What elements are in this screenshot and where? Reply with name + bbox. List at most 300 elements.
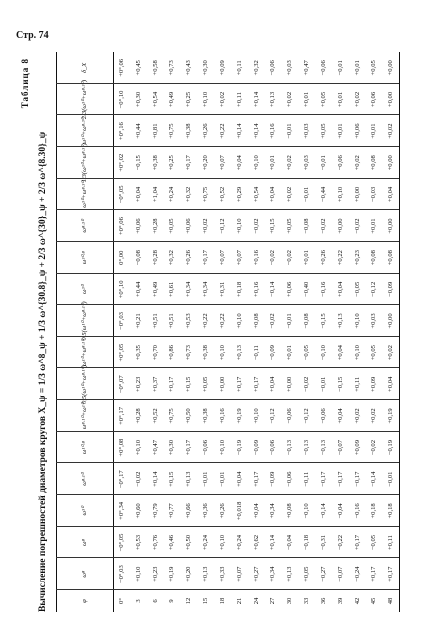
value-cell: +0,18 (370, 503, 378, 519)
value-cell: +0,08 (252, 313, 260, 329)
column-header-c9: 0,5(ω¹⁰+ω⁸·¹⁰) (56, 305, 114, 337)
angle-cell: 0° (118, 598, 125, 604)
value-cell: −0,44 (319, 186, 327, 203)
value-cell: +0,02 (286, 91, 294, 108)
value-cell: +0,07 (218, 155, 226, 171)
value-cell: +0,17 (252, 376, 260, 392)
value-cell: −0,06 (269, 60, 277, 76)
value-cell: +0,22 (336, 250, 344, 266)
value-cell: −0,24 (353, 566, 361, 582)
angle-cell: 12 (185, 597, 193, 605)
value-cell: −0,10 (319, 345, 327, 361)
value-cell: +0,38 (202, 408, 210, 424)
value-cell: +0,04 (269, 376, 277, 392)
value-cell: +0,76 (151, 534, 159, 551)
value-cell: +0,13 (185, 471, 193, 487)
value-cell: +0,47 (303, 60, 311, 76)
value-cell: −0,01 (319, 155, 327, 171)
angle-cell: 3 (134, 599, 142, 603)
value-cell: +0,51 (168, 313, 176, 329)
value-cell: −0,02 (319, 218, 327, 234)
value-cell: −0,16 (353, 503, 361, 519)
table-row (198, 52, 215, 612)
value-cell: +0,10 (353, 345, 361, 361)
column-header-c12: ω⁸·³⁰ (56, 210, 114, 242)
value-cell: +0,24 (235, 534, 243, 551)
value-cell: −0,09 (252, 439, 260, 456)
value-cell: −0,02 (269, 250, 277, 266)
angle-cell: 15 (202, 597, 210, 605)
value-cell: −0,11 (252, 345, 260, 361)
value-cell: −0,06 (286, 471, 294, 487)
table-row (366, 52, 383, 612)
value-cell: +0,23 (353, 250, 361, 266)
value-cell: −0,08 (303, 218, 311, 234)
value-cell: −0,06 (319, 60, 327, 76)
value-cell: +0,32 (168, 250, 176, 266)
table-row (316, 52, 333, 612)
value-cell: +0,17 (387, 566, 395, 582)
value-cell: −0,13 (303, 439, 311, 456)
value-cell: −0,17 (353, 471, 361, 487)
value-cell: +0,05 (319, 123, 327, 139)
table-row (333, 52, 350, 612)
value-cell: +0,05 (303, 566, 311, 582)
column-header-c10: ω³⁰ (56, 274, 114, 306)
table-row (299, 52, 316, 612)
value-cell: +0,38 (151, 155, 159, 171)
value-cell: +0,32 (252, 60, 260, 76)
value-cell: +0,25 (185, 91, 193, 108)
value-cell: +0,81 (151, 123, 159, 139)
value-cell: +0,00 (387, 218, 395, 234)
angle-cell: 42 (353, 597, 361, 605)
value-cell: +0,44 (134, 123, 142, 139)
value-cell: −0,12 (303, 408, 311, 424)
value-cell: +0,14 (269, 534, 277, 551)
value-cell: +0,30 (134, 91, 142, 108)
value-cell: +0,15 (168, 471, 176, 487)
value-cell: +0,23 (134, 376, 142, 392)
value-cell: +0,05 (370, 60, 378, 76)
value-cell: +0,11 (387, 535, 395, 551)
value-cell: −0,13 (319, 439, 327, 456)
value-cell: +0,16 (269, 123, 277, 139)
table-row (350, 52, 367, 612)
value-cell: +0,26 (185, 250, 193, 266)
angle-cell: 27 (269, 597, 277, 605)
value-cell: +0,10 (252, 408, 260, 424)
value-cell: +0,10 (218, 534, 226, 551)
value-cell: −0,01 (303, 186, 311, 203)
value-cell: +0,13 (286, 566, 294, 582)
value-cell: +0,05 (286, 218, 294, 234)
value-cell: +0,19 (387, 408, 395, 424)
column-header-c5: ω¹⁰·⁸ (56, 432, 114, 464)
value-cell: +0,04 (235, 471, 243, 487)
value-cell: +0,20 (202, 155, 210, 171)
value-cell: −0,02 (286, 250, 294, 266)
value-cell: +0,02 (286, 155, 294, 171)
value-cell: +0,17 (185, 155, 193, 171)
angle-cell: 36 (319, 597, 327, 605)
value-cell: −0°,07 (118, 375, 125, 394)
table-row (164, 52, 181, 612)
value-cell: −0,13 (286, 439, 294, 456)
value-cell: +0,04 (269, 186, 277, 203)
value-cell: +0°,34 (118, 501, 125, 520)
value-cell: −0,06 (319, 408, 327, 424)
value-cell: +0,24 (168, 186, 176, 203)
value-cell: +0,17 (252, 471, 260, 487)
value-cell: +0,00 (286, 376, 294, 392)
value-cell: +0,04 (336, 408, 344, 424)
value-cell: +0,86 (168, 345, 176, 361)
value-cell: +0,01 (336, 91, 344, 108)
value-cell: +0,26 (202, 123, 210, 139)
value-cell: +0,61 (168, 281, 176, 297)
value-cell: +0,20 (185, 566, 193, 582)
table-row (181, 52, 198, 612)
value-cell: −0,01 (336, 60, 344, 76)
value-cell: +0,46 (168, 534, 176, 551)
value-cell: +0,28 (151, 218, 159, 234)
value-cell: −0°,05 (118, 533, 125, 552)
value-cell: −0,03 (370, 186, 378, 203)
value-cell: +0,50 (185, 534, 193, 551)
table-row (114, 52, 131, 612)
value-cell: +0,05 (168, 218, 176, 234)
value-cell: +0,23 (151, 566, 159, 582)
value-cell: +0,01 (269, 155, 277, 171)
value-cell: +0,24 (202, 534, 210, 551)
value-cell: +0,10 (336, 186, 344, 203)
value-cell: +0,14 (252, 123, 260, 139)
column-header-c4: ω⁸·¹⁰ (56, 463, 114, 495)
value-cell: −0,15 (134, 155, 142, 171)
value-cell: −0,19 (387, 439, 395, 456)
value-cell: +0°,02 (118, 153, 125, 172)
table-row (232, 52, 249, 612)
value-cell: −0,02 (303, 376, 311, 392)
column-header-c8: ω¹⁰+ω⁸·¹⁰ (56, 337, 114, 369)
value-cell: +0,09 (370, 376, 378, 392)
value-cell: +0,25 (168, 155, 176, 171)
value-cell: +0,34 (185, 281, 193, 297)
value-cell: −0°,10 (118, 90, 125, 109)
value-cell: +0,10 (235, 218, 243, 234)
value-cell: +0,07 (235, 250, 243, 266)
value-cell: −0,05 (303, 345, 311, 361)
value-cell: +0,07 (218, 250, 226, 266)
value-cell: −0,02 (134, 471, 142, 487)
value-cell: +0,51 (151, 313, 159, 329)
value-cell: −0,16 (319, 281, 327, 297)
value-cell: +1,04 (151, 186, 159, 203)
value-cell: −0,06 (286, 408, 294, 424)
value-cell: +0,54 (151, 91, 159, 108)
column-header-c1: ω⁸ (56, 558, 114, 590)
value-cell: +0,06 (353, 123, 361, 139)
value-cell: +0,62 (252, 534, 260, 551)
value-cell: +0,22 (202, 313, 210, 329)
value-cell: +0,04 (252, 503, 260, 519)
value-cell: +0,49 (151, 281, 159, 297)
value-cell: +0,02 (353, 155, 361, 171)
value-cell: +0,00 (218, 376, 226, 392)
value-cell: −0,17 (336, 471, 344, 487)
value-cell: −0,09 (269, 471, 277, 487)
value-cell: +0,10 (134, 566, 142, 582)
value-cell: +0°,06 (118, 58, 125, 77)
value-cell: −0,15 (336, 376, 344, 392)
value-cell: +0,16 (252, 281, 260, 297)
value-cell: −0,14 (370, 471, 378, 487)
value-cell: +0,10 (252, 155, 260, 171)
value-cell: +0,04 (336, 345, 344, 361)
value-cell: +0,03 (303, 155, 311, 171)
value-cell: +0,11 (353, 376, 361, 392)
value-cell: −0,15 (319, 313, 327, 329)
value-cell: −0,01 (202, 471, 210, 487)
value-cell: −0,05 (353, 281, 361, 297)
value-cell: +0,66 (185, 503, 193, 519)
angle-cell: 6 (151, 599, 159, 603)
value-cell: +0,09 (353, 439, 361, 456)
value-cell: +0,32 (185, 186, 193, 203)
value-cell: −0,01 (218, 471, 226, 487)
value-cell: +0,47 (151, 439, 159, 456)
value-cell: +0,00 (387, 60, 395, 76)
angle-cell: 39 (336, 597, 344, 605)
column-header-c7: 0,5(ω¹⁰+ω⁸·¹⁰) (56, 368, 114, 400)
value-cell: +0,36 (202, 503, 210, 519)
column-header-c3: ω³⁰ (56, 495, 114, 527)
page-label: Стр. 74 (16, 30, 49, 41)
value-cell: +0,43 (185, 60, 193, 76)
value-cell: −0,40 (303, 281, 311, 297)
value-cell: +0,34 (202, 281, 210, 297)
value-cell: −0,01 (387, 471, 395, 487)
column-header-c17: δ_X (56, 52, 114, 84)
value-cell: +0,18 (387, 503, 395, 519)
value-cell: +0,06 (370, 91, 378, 108)
value-cell: +0,03 (286, 60, 294, 76)
angle-cell: 30 (286, 597, 294, 605)
angle-cell: 45 (370, 597, 378, 605)
value-cell: 0°,00 (118, 250, 125, 265)
value-cell: +0,16 (252, 250, 260, 266)
value-cell: −0,06 (202, 439, 210, 456)
value-cell: −0°,05 (118, 185, 125, 204)
value-cell: +0,01 (286, 345, 294, 361)
value-cell: +0,49 (168, 91, 176, 108)
angle-cell: 18 (218, 597, 226, 605)
table-row (148, 52, 165, 612)
value-cell: +0,26 (218, 503, 226, 519)
value-cell: −0,01 (286, 123, 294, 139)
angle-cell: 21 (235, 597, 243, 605)
value-cell: +0,52 (151, 408, 159, 424)
data-table (56, 52, 400, 612)
value-cell: +0,08 (370, 250, 378, 266)
value-cell: +0,53 (134, 534, 142, 551)
value-cell: −0,08 (134, 250, 142, 266)
value-cell: +0,16 (218, 408, 226, 424)
value-cell: +0,01 (370, 218, 378, 234)
value-cell: +0°,08 (118, 438, 125, 457)
value-cell: −0,07 (336, 566, 344, 582)
table-row (265, 52, 282, 612)
value-cell: +0,02 (218, 91, 226, 108)
column-header-c2: ω⁸ (56, 527, 114, 559)
value-cell: +0,02 (202, 218, 210, 234)
value-cell: +0,58 (151, 60, 159, 76)
value-cell: −0,06 (269, 439, 277, 456)
angle-cell: 9 (168, 599, 176, 603)
column-header-c11: ω³⁰·⁸ (56, 242, 114, 274)
table-heading: Вычисление погрешностей диаметров кругов X_ψ = 1/3 ω^8_ψ + 1/3 ω^{30.8}_ψ + 2/3 ω^{30}_ψ + 2/3 ω^{8.30}_ψ (38, 131, 48, 612)
value-cell: +0,75 (168, 123, 176, 139)
column-header-c13: ω³⁰+ω⁸·³⁰ (56, 179, 114, 211)
value-cell: +0,10 (353, 313, 361, 329)
value-cell: −0,11 (303, 471, 311, 487)
value-cell: +0,08 (286, 503, 294, 519)
value-cell: +0,06 (185, 218, 193, 234)
value-cell: +0,02 (387, 345, 395, 361)
value-cell: +0,10 (202, 91, 210, 108)
value-cell: +0,03 (303, 123, 311, 139)
value-cell: +0°,10 (118, 280, 125, 299)
value-cell: +0,14 (151, 471, 159, 487)
value-cell: −0°,03 (118, 312, 125, 330)
value-cell: +0,70 (151, 345, 159, 361)
value-cell: −0,12 (269, 408, 277, 424)
value-cell: +0,22 (218, 313, 226, 329)
value-cell: +0,04 (387, 376, 395, 392)
value-cell: −0,12 (218, 218, 226, 234)
value-cell: +0,02 (387, 123, 395, 139)
value-cell: +0,02 (286, 186, 294, 203)
value-cell: −0,01 (319, 376, 327, 392)
value-cell: +0,01 (303, 91, 311, 108)
value-cell: +0,01 (303, 250, 311, 266)
value-cell: +0,08 (387, 250, 395, 266)
value-cell: +0,37 (151, 376, 159, 392)
table-row (383, 52, 400, 612)
value-cell: +0,00 (336, 218, 344, 234)
value-cell: −0,14 (319, 503, 327, 519)
value-cell: −0,09 (387, 281, 395, 297)
value-cell: −0,04 (336, 503, 344, 519)
value-cell: +0,11 (235, 91, 243, 107)
value-cell: +0,19 (168, 566, 176, 582)
value-cell: −0,05 (370, 534, 378, 551)
value-cell: +0,29 (235, 186, 243, 203)
value-cell: +0,10 (218, 345, 226, 361)
table-bottom-border (399, 52, 400, 612)
value-cell: −0,02 (252, 218, 260, 234)
value-cell: −0,14 (269, 281, 277, 297)
value-cell: −0,01 (286, 313, 294, 329)
value-cell: +0,13 (336, 313, 344, 329)
value-cell: +0,15 (269, 218, 277, 234)
value-cell: +0°,05 (118, 343, 125, 362)
value-cell: +0,73 (168, 60, 176, 76)
value-cell: +0,28 (151, 250, 159, 266)
value-cell: +0,15 (185, 376, 193, 392)
value-cell: +0,17 (370, 566, 378, 582)
value-cell: +0,17 (168, 376, 176, 392)
value-cell: +0,54 (252, 186, 260, 203)
value-cell: +0,79 (151, 503, 159, 519)
value-cell: +0,03 (370, 313, 378, 329)
value-cell: +0,19 (235, 408, 243, 424)
value-cell: +0,30 (168, 439, 176, 456)
value-cell: +0,34 (269, 503, 277, 519)
value-cell: +0,06 (134, 218, 142, 234)
value-cell: +0,17 (185, 439, 193, 456)
column-header-c14: 1/3(ω³⁰+ω⁸·³⁰) (56, 147, 114, 179)
value-cell: +0,14 (235, 123, 243, 139)
value-cell: +0,06 (286, 281, 294, 297)
value-cell: +0,31 (218, 281, 226, 297)
value-cell: −0,02 (269, 313, 277, 329)
value-cell: +0,13 (235, 345, 243, 361)
value-cell: −0,02 (353, 218, 361, 234)
value-cell: +0,10 (218, 439, 226, 456)
value-cell: +0,05 (370, 345, 378, 361)
value-cell: +0,60 (134, 503, 142, 519)
value-cell: +0°,06 (118, 217, 125, 236)
value-cell: +0,00 (387, 155, 395, 171)
value-cell: +0°,17 (118, 407, 125, 425)
value-cell: +0,02 (353, 91, 361, 108)
value-cell: +0,00 (353, 186, 361, 203)
value-cell: +0,05 (202, 376, 210, 392)
value-cell: +0,30 (202, 60, 210, 76)
value-cell: +0,22 (218, 123, 226, 139)
value-cell: +0,05 (319, 91, 327, 108)
value-cell: +0,02 (370, 408, 378, 424)
value-cell: +0,75 (168, 408, 176, 424)
value-cell: +0,04 (134, 186, 142, 203)
value-cell: +0,09 (218, 60, 226, 76)
value-cell: −0,27 (319, 566, 327, 582)
value-cell: −0,17 (319, 471, 327, 487)
table-row (249, 52, 266, 612)
column-header-phi: φ (56, 590, 114, 612)
value-cell: +0,01 (336, 123, 344, 139)
value-cell: +0,27 (252, 566, 260, 582)
value-cell: −0,19 (235, 439, 243, 456)
table-row (131, 52, 148, 612)
value-cell: +0,08 (370, 155, 378, 171)
value-cell: +0,33 (218, 566, 226, 582)
value-cell: +0°,16 (118, 122, 125, 141)
value-cell: +0,02 (353, 408, 361, 424)
value-cell: −0°,03 (118, 565, 125, 584)
value-cell: +0,17 (202, 250, 210, 266)
value-cell: +0,52 (218, 186, 226, 203)
value-cell: −0°,17 (118, 470, 125, 489)
value-cell: +0,35 (134, 345, 142, 361)
value-cell: +0,50 (185, 408, 193, 424)
value-cell: +0,38 (185, 123, 193, 139)
table-row (215, 52, 232, 612)
value-cell: +0,04 (235, 155, 243, 171)
value-cell: +0,10 (134, 439, 142, 456)
